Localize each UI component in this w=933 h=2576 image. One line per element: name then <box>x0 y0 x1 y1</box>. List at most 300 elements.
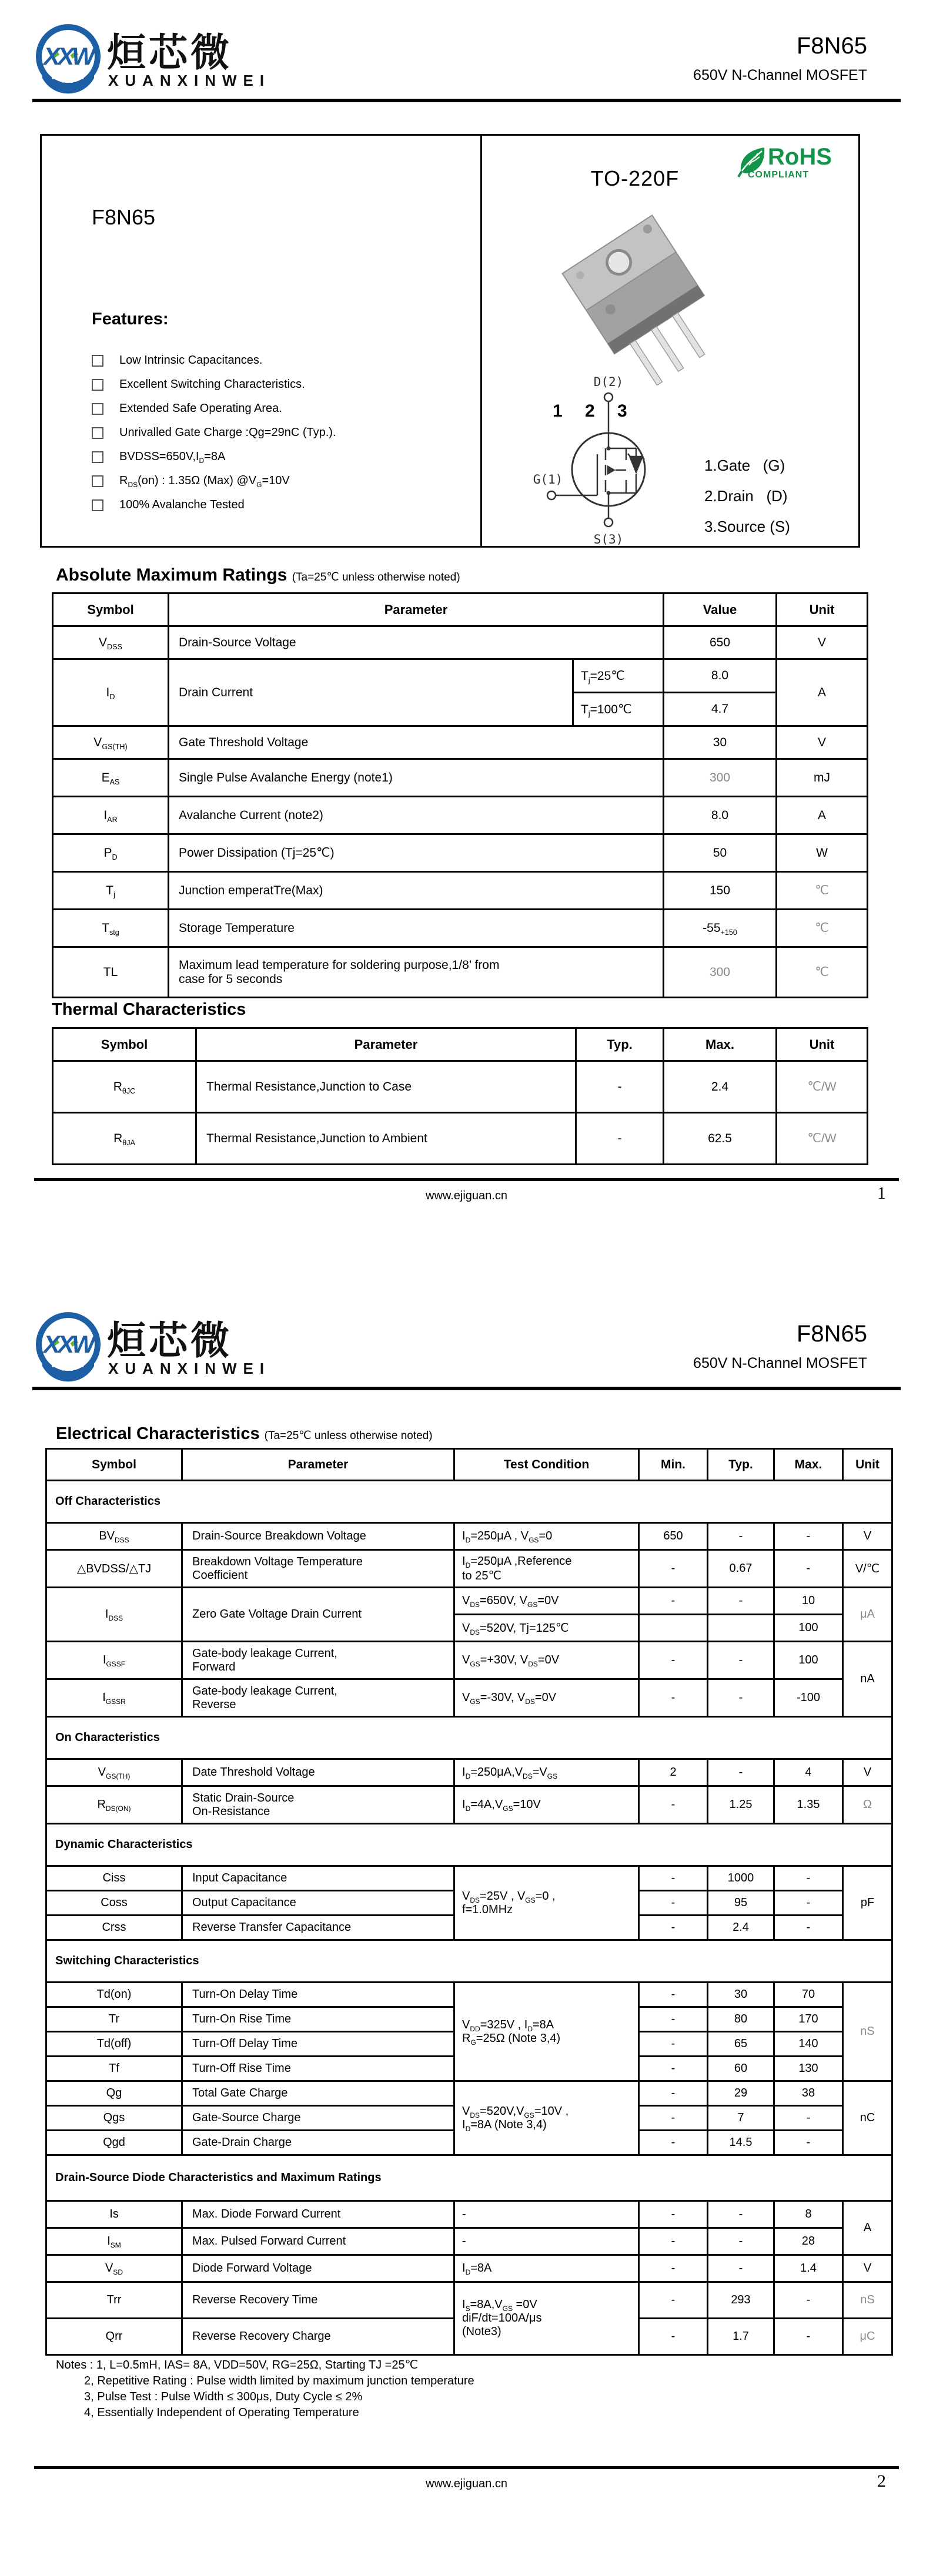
cell-min: - <box>639 1550 708 1588</box>
section-title: Off Characteristics <box>46 1481 892 1523</box>
cell-unit: V <box>777 626 868 659</box>
cell-parameter: Thermal Resistance,Junction to Ambient <box>196 1113 576 1165</box>
note-line: 3, Pulse Test : Pulse Width ≤ 300μs, Duty Cycle ≤ 2% <box>84 2390 363 2403</box>
section-row <box>46 1940 892 1983</box>
feature-text: $R_{DS}(on)$ : 1.35Ω (Max) $@V_G=10V$ <box>119 474 290 489</box>
mosfet-symbol <box>482 371 858 546</box>
table-header-row <box>53 593 868 626</box>
company-logo-icon <box>34 1310 102 1382</box>
table-row <box>46 1550 892 1588</box>
checkbox-icon <box>92 451 103 463</box>
cell-max: - <box>774 1866 843 1891</box>
col-symbol: Symbol <box>53 1028 196 1061</box>
checkbox-icon <box>92 379 103 391</box>
features-list <box>92 348 336 517</box>
rohs-label: RoHS <box>768 144 832 170</box>
cell-parameter: Breakdown Voltage Temperature Coefficient <box>182 1550 454 1588</box>
cell-parameter: Gate Threshold Voltage <box>169 726 664 759</box>
cell-max: 140 <box>774 2032 843 2057</box>
cell-max: 130 <box>774 2057 843 2081</box>
cell-condition: $I_D=250\mu A$ ,Reference to 25℃ <box>454 1550 639 1588</box>
col-typ: Typ. <box>576 1028 664 1061</box>
cell-condition: - <box>454 2228 639 2255</box>
cell-condition: $I_D=250\mu A$ , $V_{GS}=0$ <box>454 1523 639 1550</box>
cell-typ: - <box>576 1113 664 1165</box>
feature-text: Unrivalled Gate Charge :Qg=29nC (Typ.). <box>119 426 336 439</box>
amr-heading <box>56 565 460 585</box>
table-row <box>53 872 868 910</box>
cell-max: 1.4 <box>774 2255 843 2282</box>
cell-typ: 293 <box>708 2282 774 2319</box>
table-row <box>53 797 868 834</box>
table-row <box>53 910 868 947</box>
brand-english: XUANXINWEI <box>108 72 271 89</box>
cell-min: - <box>639 1891 708 1916</box>
rohs-badge <box>737 145 849 192</box>
cell-parameter: Diode Forward Voltage <box>182 2255 454 2282</box>
page-number: 2 <box>877 2471 886 2491</box>
cell-condition: $V_{DS}=520V,V_{GS}=10V$ , $I_D=8A$ (Note 3,4) <box>454 2081 639 2155</box>
section-title: On Characteristics <box>46 1717 892 1759</box>
cell-min: - <box>639 1983 708 2007</box>
cell-symbol: Qgs <box>46 2106 182 2131</box>
table-header-row <box>53 1028 868 1061</box>
table-row <box>46 1786 892 1824</box>
cell-symbol: Qrr <box>46 2319 182 2355</box>
feature-text: 100% Avalanche Tested <box>119 498 245 511</box>
cell-typ: 30 <box>708 1983 774 2007</box>
cell-min: - <box>639 2007 708 2032</box>
cell-condition: $I_D=4A,V_{GS}=10V$ <box>454 1786 639 1824</box>
pin-legend: 1.Gate (G) 2.Drain (D) 3.Source (S) <box>704 457 790 535</box>
table-row <box>46 1588 892 1615</box>
footer-site: www.ejiguan.cn <box>426 2477 507 2490</box>
cell-min: - <box>639 2228 708 2255</box>
col-max: Max. <box>774 1449 843 1481</box>
cell-typ: - <box>708 1642 774 1679</box>
feature-item <box>92 469 336 493</box>
brand-chinese: 烜芯微 <box>107 1319 232 1362</box>
cell-symbol: Td(off) <box>46 2032 182 2057</box>
col-typ: Typ. <box>708 1449 774 1481</box>
cell-symbol: △BVDSS/△TJ <box>46 1550 182 1588</box>
cell-unit: A <box>777 659 868 726</box>
cell-value: 50 <box>664 834 777 872</box>
cell-symbol: $I_{GSSR}$ <box>46 1679 182 1717</box>
drain-pin-label: D(2) <box>593 375 624 389</box>
cell-typ: - <box>576 1061 664 1113</box>
cell-parameter: Storage Temperature <box>169 910 664 947</box>
cell-symbol: Is <box>46 2201 182 2228</box>
cell-value: 300 <box>664 947 777 998</box>
cell-max: - <box>774 2131 843 2155</box>
cell-unit: nS <box>843 2282 892 2319</box>
cell-symbol: $T_j$ <box>53 872 169 910</box>
cell-typ: - <box>708 2201 774 2228</box>
pin-numbers: 1 2 3 <box>553 401 636 421</box>
cell-typ: 65 <box>708 2032 774 2057</box>
cell-condition: $V_{GS}=-30V$, $V_{DS}=0V$ <box>454 1679 639 1717</box>
cell-unit: V <box>843 1523 892 1550</box>
table-row <box>53 726 868 759</box>
cell-parameter: Total Gate Charge <box>182 2081 454 2106</box>
table-row <box>46 1759 892 1786</box>
col-symbol: Symbol <box>46 1449 182 1481</box>
section-row <box>46 2155 892 2201</box>
cell-symbol: Ciss <box>46 1866 182 1891</box>
cell-symbol: $P_D$ <box>53 834 169 872</box>
col-symbol: Symbol <box>53 593 169 626</box>
cell-condition: $I_D=8A$ <box>454 2255 639 2282</box>
table-row <box>53 834 868 872</box>
cell-condition: $V_{DD}=325V$ , $I_D=8A$ $R_G=25\Omega$ (Note 3,4) <box>454 1983 639 2081</box>
cell-value: 8.0 <box>664 797 777 834</box>
part-number: F8N65 <box>796 33 867 59</box>
section-title: Drain-Source Diode Characteristics and Maximum Ratings <box>46 2155 892 2201</box>
ec-table <box>45 1448 893 2356</box>
cell-min: - <box>639 1916 708 1940</box>
cell-max: 4 <box>774 1759 843 1786</box>
cell-value: 300 <box>664 759 777 797</box>
cell-max: 62.5 <box>664 1113 777 1165</box>
cell-typ: 95 <box>708 1891 774 1916</box>
cell-max: 38 <box>774 2081 843 2106</box>
cell-symbol: Td(on) <box>46 1983 182 2007</box>
cell-parameter: Turn-Off Delay Time <box>182 2032 454 2057</box>
cell-max: 100 <box>774 1615 843 1642</box>
cell-min: - <box>639 2131 708 2155</box>
footer-rule <box>34 2466 899 2469</box>
cell-unit: nC <box>843 2081 892 2155</box>
cell-parameter: Turn-On Rise Time <box>182 2007 454 2032</box>
company-logo-icon <box>34 22 102 94</box>
cell-max: - <box>774 1550 843 1588</box>
cell-typ: - <box>708 1588 774 1615</box>
cell-typ: - <box>708 2228 774 2255</box>
cell-condition: $I_S=8A,V_{GS} =0V$ diF/dt=100A/μs (Note3) <box>454 2282 639 2355</box>
cell-typ <box>708 1615 774 1642</box>
col-parameter: Parameter <box>182 1449 454 1481</box>
cell-symbol: Qg <box>46 2081 182 2106</box>
cell-unit: ℃ <box>777 910 868 947</box>
cell-unit: ℃ <box>777 872 868 910</box>
cell-parameter: Single Pulse Avalanche Energy (note1) <box>169 759 664 797</box>
cell-symbol: Trr <box>46 2282 182 2319</box>
cell-typ: 14.5 <box>708 2131 774 2155</box>
feature-item <box>92 445 336 469</box>
cell-parameter: Max. Pulsed Forward Current <box>182 2228 454 2255</box>
cell-symbol: $I_D$ <box>53 659 169 726</box>
cell-symbol: Tf <box>46 2057 182 2081</box>
checkbox-icon <box>92 427 103 439</box>
cell-min: 650 <box>639 1523 708 1550</box>
part-subtitle: 650V N-Channel MOSFET <box>693 1355 867 1371</box>
cell-parameter: Static Drain-Source On-Resistance <box>182 1786 454 1824</box>
table-row <box>53 947 868 998</box>
note-line: 4, Essentially Independent of Operating Temperature <box>84 2406 359 2419</box>
cell-parameter: Thermal Resistance,Junction to Case <box>196 1061 576 1113</box>
cell-condition: $V_{DS}=650V$, $V_{GS}=0V$ <box>454 1588 639 1615</box>
table-row <box>46 2255 892 2282</box>
cell-symbol: $T_{stg}$ <box>53 910 169 947</box>
table-row <box>46 2201 892 2228</box>
cell-symbol: TL <box>53 947 169 998</box>
cell-parameter: Turn-Off Rise Time <box>182 2057 454 2081</box>
cell-value: 4.7 <box>664 693 777 726</box>
cell-parameter: Drain-Source Breakdown Voltage <box>182 1523 454 1550</box>
cell-symbol: $R_{DS(ON)}$ <box>46 1786 182 1824</box>
cell-typ: 7 <box>708 2106 774 2131</box>
feature-text: Low Intrinsic Capacitances. <box>119 354 263 367</box>
features-part-number: F8N65 <box>92 205 156 229</box>
features-title: Features: <box>92 310 169 328</box>
gate-pin-label: G(1) <box>533 472 563 487</box>
cell-value: 30 <box>664 726 777 759</box>
note-line: 2, Repetitive Rating : Pulse width limited by maximum junction temperature <box>84 2374 474 2387</box>
col-unit: Unit <box>777 593 868 626</box>
cell-min: - <box>639 2081 708 2106</box>
table-row <box>46 2282 892 2319</box>
rohs-compliant-label: COMPLIANT <box>748 170 810 180</box>
cell-unit: ℃/W <box>777 1113 868 1165</box>
table-row <box>53 759 868 797</box>
brand-english: XUANXINWEI <box>108 1360 271 1377</box>
feature-item <box>92 493 336 517</box>
svg-text:XXW: XXW <box>44 1330 93 1358</box>
cell-typ: 80 <box>708 2007 774 2032</box>
table-header-row <box>46 1449 892 1481</box>
cell-symbol: $I_{GSSF}$ <box>46 1642 182 1679</box>
cell-typ: 1.7 <box>708 2319 774 2355</box>
cell-max: -100 <box>774 1679 843 1717</box>
cell-min: - <box>639 2032 708 2057</box>
cell-parameter: Gate-Source Charge <box>182 2106 454 2131</box>
page-number: 1 <box>877 1183 886 1203</box>
cell-parameter: Gate-Drain Charge <box>182 2131 454 2155</box>
checkbox-icon <box>92 475 103 487</box>
cell-typ: 60 <box>708 2057 774 2081</box>
cell-unit: V <box>843 2255 892 2282</box>
cell-symbol: $V_{SD}$ <box>46 2255 182 2282</box>
footer-site: www.ejiguan.cn <box>426 1189 507 1202</box>
datasheet-page-2 <box>0 1288 933 2576</box>
col-unit: Unit <box>777 1028 868 1061</box>
feature-text: Excellent Switching Characteristics. <box>119 378 305 391</box>
feature-item <box>92 373 336 397</box>
thermal-title: Thermal Characteristics <box>52 1000 246 1019</box>
cell-value: 8.0 <box>664 659 777 693</box>
package-box <box>482 136 858 546</box>
table-row <box>53 1113 868 1165</box>
cell-unit: nA <box>843 1642 892 1717</box>
part-subtitle: 650V N-Channel MOSFET <box>693 67 867 83</box>
cell-parameter: Maximum lead temperature for soldering purpose,1/8’ from case for 5 seconds <box>169 947 664 998</box>
cell-symbol: $V_{DSS}$ <box>53 626 169 659</box>
cell-condition: $T_j=100℃$ <box>573 693 664 726</box>
cell-parameter: Avalanche Current (note2) <box>169 797 664 834</box>
feature-text: Extended Safe Operating Area. <box>119 402 282 415</box>
cell-min: 2 <box>639 1759 708 1786</box>
cell-parameter: Power Dissipation (Tj=25℃) <box>169 834 664 872</box>
footer-rule <box>34 1178 899 1181</box>
cell-symbol: Qgd <box>46 2131 182 2155</box>
cell-typ: - <box>708 1679 774 1717</box>
cell-max: - <box>774 1916 843 1940</box>
cell-min: - <box>639 1588 708 1615</box>
cell-typ: - <box>708 2255 774 2282</box>
cell-min: - <box>639 2255 708 2282</box>
cell-typ: 2.4 <box>708 1916 774 1940</box>
col-unit: Unit <box>843 1449 892 1481</box>
table-row <box>53 659 868 693</box>
header-rule <box>32 99 901 102</box>
package-name: TO-220F <box>590 166 680 190</box>
cell-value: 150 <box>664 872 777 910</box>
thermal-table <box>52 1027 868 1165</box>
amr-title: Absolute Maximum Ratings <box>56 565 287 585</box>
cell-max: 10 <box>774 1588 843 1615</box>
note-line: Notes : 1, L=0.5mH, IAS= 8A, VDD=50V, RG=25Ω, Starting TJ =25℃ <box>56 2359 419 2372</box>
section-row <box>46 1481 892 1523</box>
source-pin-label: S(3) <box>593 532 624 546</box>
cell-parameter: Date Threshold Voltage <box>182 1759 454 1786</box>
cell-unit: A <box>777 797 868 834</box>
cell-max: 70 <box>774 1983 843 2007</box>
table-row <box>53 626 868 659</box>
cell-min: - <box>639 2201 708 2228</box>
cell-symbol: $V_{GS(TH)}$ <box>53 726 169 759</box>
cell-max: - <box>774 1891 843 1916</box>
cell-unit: V <box>843 1759 892 1786</box>
cell-symbol: Tr <box>46 2007 182 2032</box>
cell-parameter: Junction emperatTre(Max) <box>169 872 664 910</box>
cell-parameter: Reverse Recovery Time <box>182 2282 454 2319</box>
cell-parameter: Reverse Transfer Capacitance <box>182 1916 454 1940</box>
notes-block <box>56 2357 474 2421</box>
cell-unit: V <box>777 726 868 759</box>
cell-unit: mJ <box>777 759 868 797</box>
brand-chinese: 烜芯微 <box>107 31 232 74</box>
section-title: Dynamic Characteristics <box>46 1824 892 1866</box>
cell-max: - <box>774 2106 843 2131</box>
cell-min <box>639 1615 708 1642</box>
part-number: F8N65 <box>796 1321 867 1347</box>
cell-min: - <box>639 2282 708 2319</box>
cell-max: 2.4 <box>664 1061 777 1113</box>
cell-symbol: $I_{DSS}$ <box>46 1588 182 1642</box>
cell-condition: - <box>454 2201 639 2228</box>
cell-min: - <box>639 2106 708 2131</box>
cell-symbol: $I_{AR}$ <box>53 797 169 834</box>
amr-title-note: (Ta=25℃ unless otherwise noted) <box>292 571 460 583</box>
feature-item <box>92 421 336 445</box>
features-box <box>42 136 482 546</box>
cell-condition: $V_{DS}=520V$, Tj=125℃ <box>454 1615 639 1642</box>
checkbox-icon <box>92 499 103 511</box>
cell-min: - <box>639 1679 708 1717</box>
cell-parameter: Input Capacitance <box>182 1866 454 1891</box>
col-value: Value <box>664 593 777 626</box>
cell-min: - <box>639 1642 708 1679</box>
cell-typ: 29 <box>708 2081 774 2106</box>
cell-symbol: $E_{AS}$ <box>53 759 169 797</box>
cell-parameter: Zero Gate Voltage Drain Current <box>182 1588 454 1642</box>
cell-unit: W <box>777 834 868 872</box>
ec-title-note: (Ta=25℃ unless otherwise noted) <box>264 1430 433 1442</box>
cell-unit: μA <box>843 1588 892 1642</box>
cell-parameter: Gate-body leakage Current, Reverse <box>182 1679 454 1717</box>
cell-max: - <box>774 2282 843 2319</box>
section-row <box>46 1824 892 1866</box>
cell-unit: ℃ <box>777 947 868 998</box>
cell-max: 1.35 <box>774 1786 843 1824</box>
feature-item <box>92 348 336 373</box>
cell-max: 28 <box>774 2228 843 2255</box>
cell-max: - <box>774 1523 843 1550</box>
cell-min: - <box>639 2319 708 2355</box>
cell-parameter: Gate-body leakage Current, Forward <box>182 1642 454 1679</box>
col-parameter: Parameter <box>169 593 664 626</box>
cell-value: 650 <box>664 626 777 659</box>
cell-condition: $I_D=250\mu A,V_{DS}=V_{GS}$ <box>454 1759 639 1786</box>
checkbox-icon <box>92 403 103 415</box>
cell-typ: 1.25 <box>708 1786 774 1824</box>
cell-symbol: $R_{\theta JA}$ <box>53 1113 196 1165</box>
table-row <box>46 1983 892 2007</box>
ec-heading <box>56 1424 433 1444</box>
svg-text:XXW: XXW <box>44 42 93 70</box>
col-min: Min. <box>639 1449 708 1481</box>
cell-max: 8 <box>774 2201 843 2228</box>
table-row <box>53 1061 868 1113</box>
cell-symbol: Crss <box>46 1916 182 1940</box>
table-row <box>46 2081 892 2106</box>
cell-symbol: $I_{SM}$ <box>46 2228 182 2255</box>
cell-unit: pF <box>843 1866 892 1940</box>
section-row <box>46 1717 892 1759</box>
cell-max: 170 <box>774 2007 843 2032</box>
cell-min: - <box>639 1786 708 1824</box>
cell-parameter: Drain-Source Voltage <box>169 626 664 659</box>
cell-typ: - <box>708 1523 774 1550</box>
section-title: Switching Characteristics <box>46 1940 892 1983</box>
cell-unit: ℃/W <box>777 1061 868 1113</box>
cell-condition: $V_{GS}=+30V$, $V_{DS}=0V$ <box>454 1642 639 1679</box>
amr-table <box>52 592 868 998</box>
cell-symbol: Coss <box>46 1891 182 1916</box>
cell-parameter: Turn-On Delay Time <box>182 1983 454 2007</box>
table-row <box>46 1642 892 1679</box>
cell-parameter: Output Capacitance <box>182 1891 454 1916</box>
cell-parameter: Reverse Recovery Charge <box>182 2319 454 2355</box>
cell-unit: V/℃ <box>843 1550 892 1588</box>
cell-symbol: $R_{\theta JC}$ <box>53 1061 196 1113</box>
feature-item <box>92 397 336 421</box>
cell-min: - <box>639 2057 708 2081</box>
col-max: Max. <box>664 1028 777 1061</box>
cell-max: 100 <box>774 1642 843 1679</box>
checkbox-icon <box>92 355 103 367</box>
cell-condition: $T_j=25℃$ <box>573 659 664 693</box>
table-row <box>46 1679 892 1717</box>
cell-min: - <box>639 1866 708 1891</box>
cell-parameter: Max. Diode Forward Current <box>182 2201 454 2228</box>
header-rule <box>32 1387 901 1390</box>
cell-typ: - <box>708 1759 774 1786</box>
col-parameter: Parameter <box>196 1028 576 1061</box>
table-row <box>46 2228 892 2255</box>
table-row <box>46 1866 892 1891</box>
